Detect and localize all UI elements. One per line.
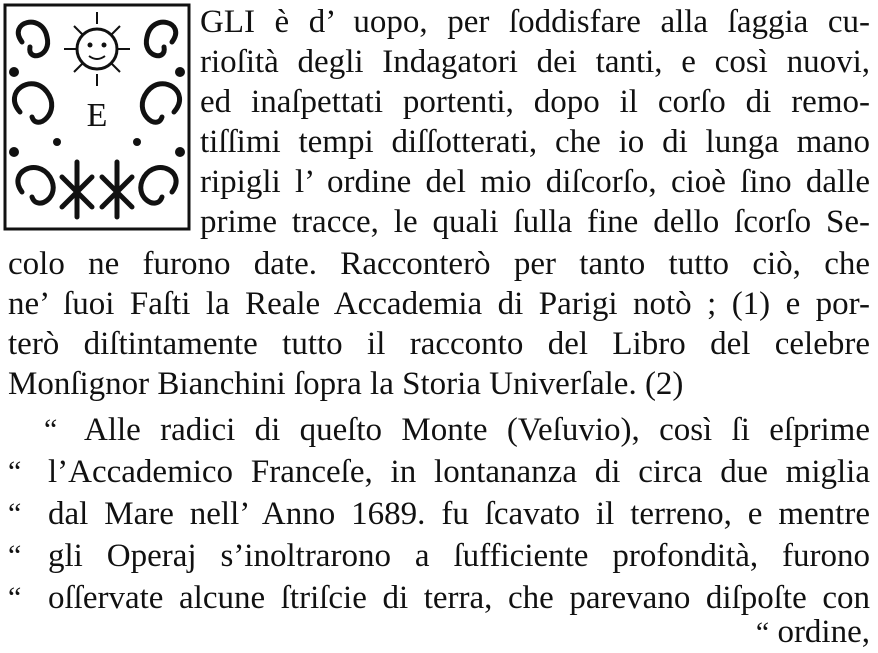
drop-cap-letter: E [86,97,108,134]
paragraph-line: terò diſtintamente tutto il racconto del Libro del celebre [8,326,870,362]
quote-line [44,410,870,450]
quote-mark: “ [755,616,770,649]
paragraph-line: prime tracce, le quali ſulla fine dello ſcorſo Se- [200,204,870,240]
paragraph-line: tiſſimi tempi diſſotterati, che io di lunga mano [200,124,870,160]
quote-line-text: Alle radici di queſto Monte (Veſuvio), così ſi eſprime [84,412,870,448]
catchword-line [600,612,870,653]
quote-mark: “ [8,455,22,488]
paragraph-line: Monſignor Bianchini ſopra la Storia Univerſale. (2) [8,366,684,402]
paragraph-line: GLI è d’ uopo, per ſoddisfare alla ſaggia cu- [200,4,870,40]
paragraph-line: colo ne furono date. Racconterò per tanto tutto ciò, che [8,246,870,282]
quote-line-text: gli Operaj s’inoltrarono a ſufficiente profondità, furono [48,538,870,574]
quote-mark: “ [8,581,22,614]
quote-line [8,536,870,576]
sun-face-icon [64,12,130,86]
quote-line-text: oſſervate alcune ſtriſcie di terra, che parevano diſpoſte con [48,580,870,616]
paragraph-line: rioſità degli Indagatori dei tanti, e così nuovi, [200,44,870,80]
quote-line [8,452,870,492]
quote-line-text: dal Mare nell’ Anno 1689. fu ſcavato il terreno, e mentre [48,496,870,532]
catchword: ordine, [777,614,870,650]
paragraph-line: ed inaſpettati portenti, dopo il corſo di remo- [200,84,870,120]
quote-mark: “ [8,497,22,530]
quote-line [8,494,870,534]
ornamental-drop-cap [2,2,192,232]
paragraph-line: ripigli l’ ordine del mio diſcorſo, cioè ſino dalle [200,164,870,200]
quote-mark: “ [8,539,22,572]
paragraph-line: ne’ ſuoi Faſti la Reale Accademia di Parigi notò ; (1) e por- [8,286,870,322]
quote-mark: “ [44,413,58,446]
quote-line-text: l’Accademico Franceſe, in lontananza di circa due miglia [48,454,870,490]
